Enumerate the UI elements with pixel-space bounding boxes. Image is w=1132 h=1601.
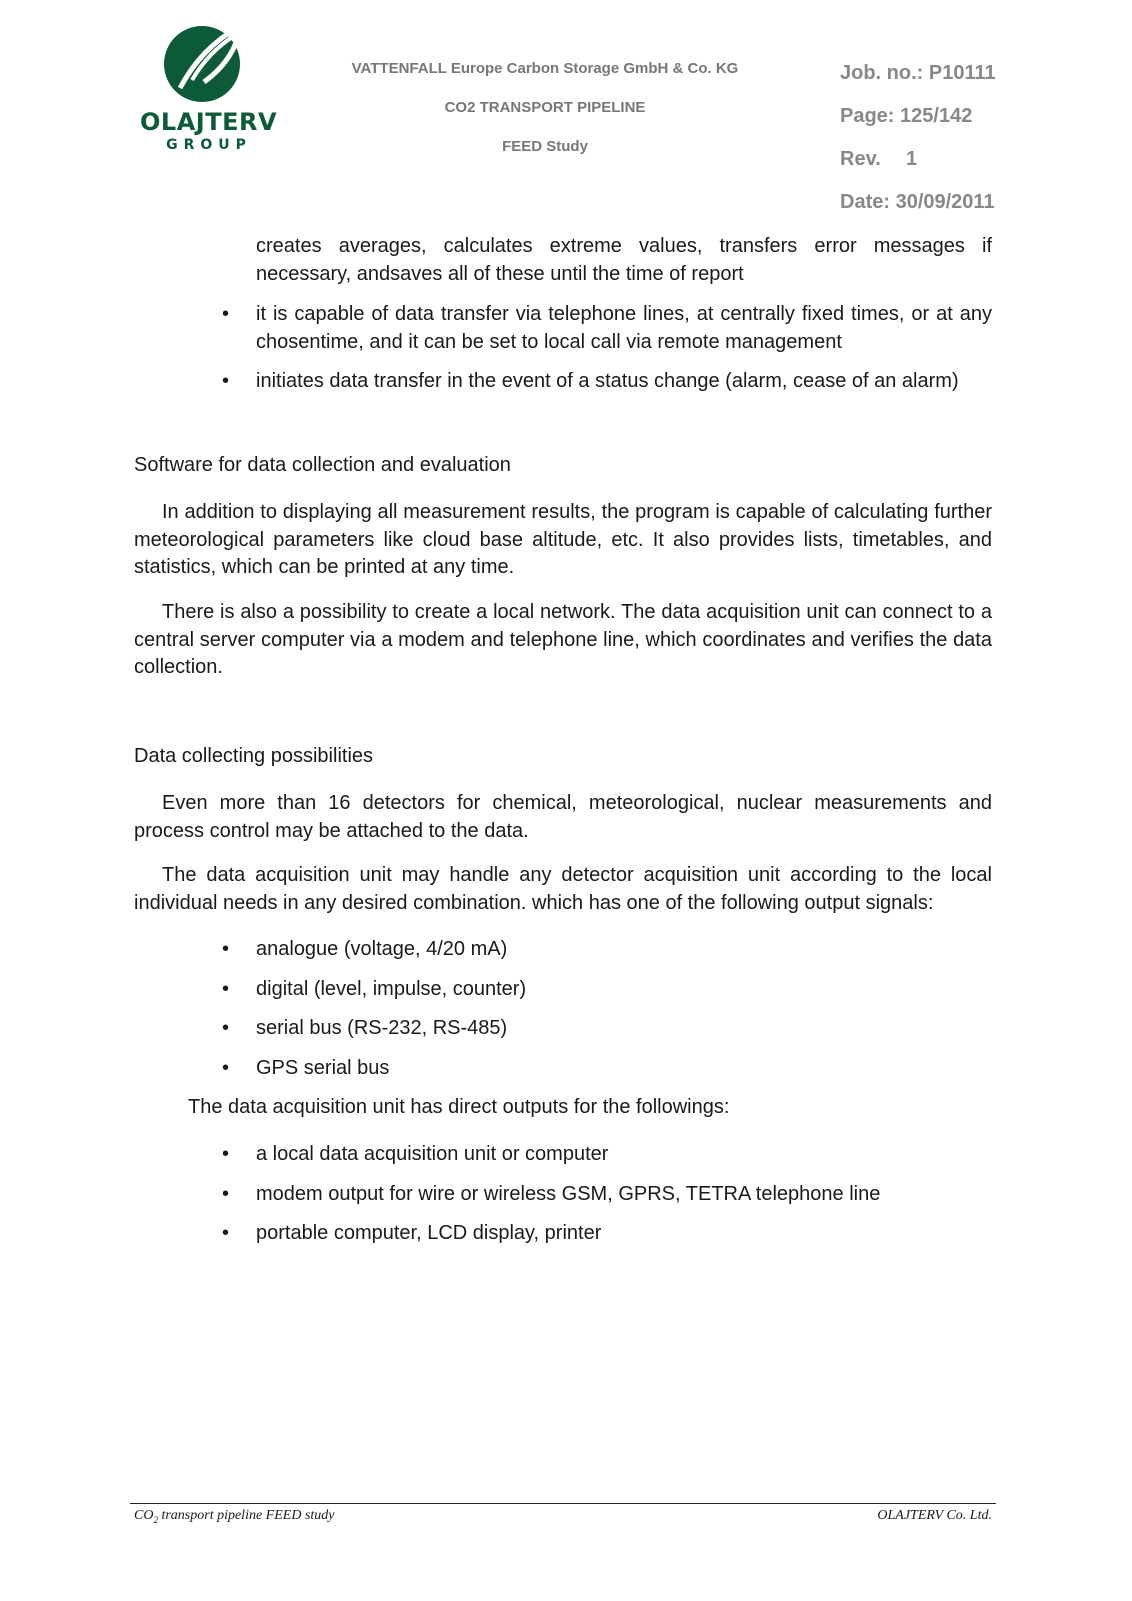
bullet-icon: • xyxy=(222,1057,230,1079)
bullet-icon: • xyxy=(222,938,230,960)
paragraph: There is also a possibility to create a local network. The data acquisition unit can connect to a central server computer via a modem and telephone line, which coordinates and verifies the data collection. xyxy=(134,601,992,678)
section-heading: Software for data collection and evaluation xyxy=(134,454,511,476)
list-item: • serial bus (RS-232, RS-485) xyxy=(256,1015,992,1043)
list-item: • portable computer, LCD display, printer xyxy=(256,1220,992,1248)
job-number xyxy=(840,59,996,102)
list-item: • initiates data transfer in the event of a status change (alarm, cease of an alarm) xyxy=(256,368,992,396)
bullet-icon: • xyxy=(222,303,230,325)
list-item: • it is capable of data transfer via telephone lines, at centrally fixed times, or at any chosentime, and it can be set to local call via remote management xyxy=(222,303,992,353)
date-value: 30/09/2011 xyxy=(895,191,995,213)
list-item: • GPS serial bus xyxy=(256,1055,992,1083)
paragraph: In addition to displaying all measurement results, the program is capable of calculating further meteorological parameters like cloud base altitude, etc. It also provides lists, timetables, and statistics, which can be printed at any time. xyxy=(134,501,992,578)
header-center xyxy=(310,58,780,175)
bullet-icon: • xyxy=(222,1017,230,1039)
date-label: Date: xyxy=(840,191,891,213)
list-item: • a local data acquisition unit or computer xyxy=(256,1141,992,1169)
list-item: • analogue (voltage, 4/20 mA) xyxy=(256,936,992,964)
page-number xyxy=(840,102,996,145)
list-item: • modem output for wire or wireless GSM, GPRS, TETRA telephone line xyxy=(256,1181,992,1209)
footer-left: $CO_2$ transport pipeline FEED study xyxy=(134,1508,335,1525)
header-company: VATTENFALL Europe Carbon Storage GmbH & Co. KG xyxy=(351,60,739,77)
section-heading: Data collecting possibilities xyxy=(134,745,374,767)
paragraph: Even more than 16 detectors for chemical, meteorological, nuclear measurements and process control may be attached to the data. xyxy=(134,792,992,842)
rev-value: 1 xyxy=(906,148,918,170)
revision xyxy=(840,145,996,188)
logo-name: OLAJTERV xyxy=(140,108,278,136)
bullet-icon: • xyxy=(222,1222,230,1244)
paragraph: The data acquisition unit may handle any detector acquisition unit according to the local individual needs in any desired combination. which has one of the following output signals: xyxy=(134,864,992,914)
header-meta xyxy=(840,59,996,231)
bullet-icon: • xyxy=(222,1183,230,1205)
header-project: CO2 TRANSPORT PIPELINE xyxy=(444,99,646,116)
page-value: 125/142 xyxy=(900,105,973,127)
footer-divider xyxy=(130,1503,996,1504)
olajterv-logo-icon xyxy=(164,22,246,104)
continuation-text: creates averages, calculates extreme values, transfers error messages if necessary, andsaves all of these until the time of report xyxy=(256,235,992,285)
logo-subtitle: GROUP xyxy=(166,137,252,153)
bullet-icon: • xyxy=(222,1143,230,1165)
header-study: FEED Study xyxy=(502,138,588,155)
list-item: • digital (level, impulse, counter) xyxy=(256,976,992,1004)
outputs-intro: The data acquisition unit has direct outputs for the followings: xyxy=(188,1096,730,1118)
company-logo xyxy=(140,22,278,162)
page-label: Page: xyxy=(840,105,895,127)
bullet-icon: • xyxy=(222,978,230,1000)
bullet-icon: • xyxy=(222,370,230,392)
date xyxy=(840,188,996,231)
job-label: Job. no.: xyxy=(840,62,924,84)
rev-label: Rev. xyxy=(840,148,881,170)
footer-right: OLAJTERV Co. Ltd. xyxy=(877,1508,992,1523)
job-value: P10111 xyxy=(928,62,996,84)
